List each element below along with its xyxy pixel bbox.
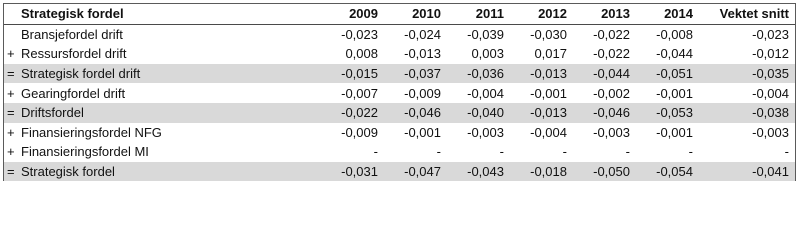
row-year-value: -0,013 [404,46,441,62]
row-operator: + [7,144,15,160]
row-year-value: 0,003 [471,46,504,62]
row-year-value: -0,024 [404,26,441,42]
row-year-value: -0,050 [573,162,636,182]
row-year-value: -0,054 [636,162,699,182]
row-year-value: -0,004 [530,124,567,140]
row-year-value: -0,001 [530,85,567,101]
row-year-value: -0,009 [341,124,378,140]
header-year-2010: 2010 [384,4,447,24]
row-year-value: 0,008 [345,46,378,62]
strategic-advantage-table-frame [3,3,796,181]
row-year-value: -0,031 [321,162,384,182]
row-year-value: -0,047 [384,162,447,182]
row-year-value: - [499,144,504,160]
header-year-2012: 2012 [510,4,573,24]
row-year-value: -0,022 [593,46,630,62]
table-row [4,44,795,64]
row-operator: + [7,85,15,101]
header-row [4,4,795,24]
row-year-value: -0,001 [656,124,693,140]
row-year-value: -0,007 [341,85,378,101]
table-row [4,162,795,182]
row-weighted-average-value: -0,035 [699,64,795,84]
row-label: Ressursfordel drift [21,46,127,62]
row-weighted-average-value: - [784,144,789,160]
row-year-value: -0,002 [593,85,630,101]
header-year-2009: 2009 [321,4,384,24]
table-row [4,103,795,123]
row-year-value: -0,022 [321,103,384,123]
row-label: Bransjefordel drift [21,26,123,42]
row-year-value: -0,040 [447,103,510,123]
row-year-value: -0,001 [404,124,441,140]
row-year-value: -0,018 [510,162,573,182]
header-operator-cell [4,4,21,24]
row-year-value: - [373,144,378,160]
row-year-value: - [562,144,567,160]
row-year-value: -0,008 [656,26,693,42]
row-year-value: -0,022 [593,26,630,42]
header-year-2014: 2014 [636,4,699,24]
row-operator: + [7,124,15,140]
row-year-value: -0,003 [467,124,504,140]
row-year-value: -0,013 [510,64,573,84]
row-weighted-average-value: -0,041 [699,162,795,182]
row-year-value: -0,039 [467,26,504,42]
table-row [4,24,795,44]
row-operator: = [4,64,21,84]
row-label: Finansieringsfordel NFG [21,124,162,140]
row-weighted-average-value: -0,003 [752,124,789,140]
row-label: Gearingfordel drift [21,85,126,101]
row-weighted-average-value: -0,004 [752,85,789,101]
row-year-value: -0,001 [656,85,693,101]
row-year-value: -0,043 [447,162,510,182]
header-year-2013: 2013 [573,4,636,24]
row-year-value: -0,044 [656,46,693,62]
row-year-value: -0,004 [467,85,504,101]
row-label: Finansieringsfordel MI [21,144,149,160]
row-year-value: - [436,144,441,160]
row-year-value: -0,053 [636,103,699,123]
table-row [4,64,795,84]
table-row [4,83,795,103]
row-year-value: -0,046 [384,103,447,123]
row-weighted-average-value: -0,023 [752,26,789,42]
row-year-value: - [625,144,630,160]
strategic-advantage-table [4,4,795,181]
row-year-value: -0,036 [447,64,510,84]
header-year-2011: 2011 [447,4,510,24]
row-year-value: -0,044 [573,64,636,84]
row-year-value: -0,046 [573,103,636,123]
row-label: Strategisk fordel drift [21,64,321,84]
row-year-value: -0,015 [321,64,384,84]
row-year-value: -0,013 [510,103,573,123]
header-title: Strategisk fordel [21,4,321,24]
row-year-value: -0,009 [404,85,441,101]
row-year-value: - [688,144,693,160]
header-weighted-average: Vektet snitt [699,4,795,24]
table-row [4,142,795,162]
row-weighted-average-value: -0,038 [699,103,795,123]
row-operator: = [4,162,21,182]
row-operator: = [4,103,21,123]
table-body [4,24,795,181]
row-year-value: -0,051 [636,64,699,84]
row-operator: + [7,46,15,62]
row-year-value: -0,030 [530,26,567,42]
table-row [4,123,795,143]
row-weighted-average-value: -0,012 [752,46,789,62]
row-label: Driftsfordel [21,103,321,123]
row-year-value: -0,003 [593,124,630,140]
row-operator [4,24,21,44]
row-year-value: -0,023 [341,26,378,42]
row-label: Strategisk fordel [21,162,321,182]
row-year-value: -0,037 [384,64,447,84]
row-year-value: 0,017 [534,46,567,62]
